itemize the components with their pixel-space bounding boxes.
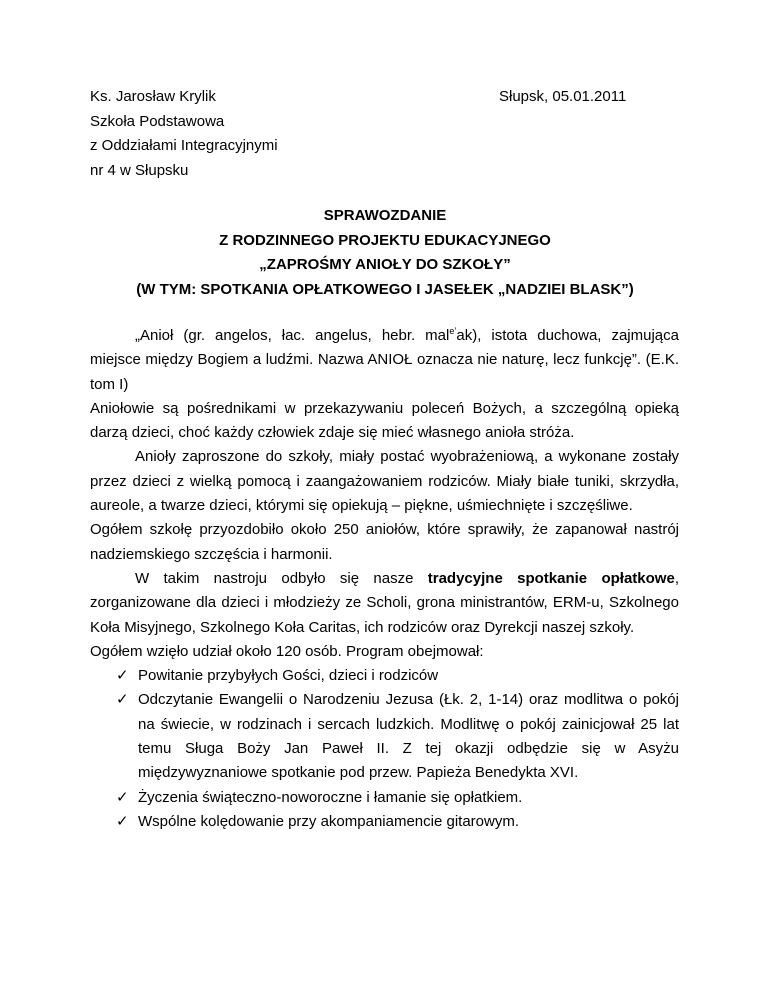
- meeting-text-start: W takim nastroju odbyło się nasze: [135, 569, 428, 587]
- checklist-item: [90, 688, 679, 785]
- checkmark-icon: ✓: [116, 691, 129, 709]
- quote-superscript: e’: [449, 326, 457, 336]
- program-checklist: [90, 664, 679, 834]
- meeting-text-end: , zorganizowane dla dzieci i młodzieży ze Scholi, grona ministrantów, ERM-u, Szkolnego Koła Misyjnego, Szkolnego Koła Caritas, ich rodziców oraz Dyrekcji naszej szkoły.: [90, 569, 679, 636]
- checkmark-icon: ✓: [116, 812, 129, 830]
- quote-text-start: „Anioł (gr. angelos, łac. angelus, hebr. mal: [135, 327, 450, 344]
- paragraph-angels-count: Ogółem szkołę przyozdobiło około 250 aniołów, które sprawiły, że zapanował nastrój nadziemskiego szczęścia i harmonii.: [90, 521, 679, 563]
- document-title: [90, 204, 680, 302]
- checklist-item-text: Życzenia świąteczno-noworoczne i łamanie się opłatkiem.: [138, 788, 523, 806]
- quote-text-end: ak), istota duchowa, zajmująca miejsce między Bogiem a ludźmi. Nazwa ANIOŁ oznacza nie naturę, lecz funkcję”. (E.K. tom I): [90, 327, 679, 393]
- author-block: [90, 85, 278, 183]
- school-location: nr 4 w Słupsku: [90, 161, 189, 179]
- paragraph-program-intro: Ogółem wzięło udział około 120 osób. Program obejmował:: [90, 642, 484, 660]
- checklist-item: [90, 810, 679, 834]
- place-date: Słupsk, 05.01.2011: [499, 88, 627, 105]
- checklist-item: [90, 786, 679, 810]
- school-name: Szkoła Podstawowa: [90, 112, 225, 130]
- paragraph-meeting: [90, 567, 679, 640]
- title-line-1: SPRAWOZDANIE: [323, 207, 447, 224]
- school-name-line-2: z Oddziałami Integracyjnymi: [90, 137, 278, 154]
- title-line-3: „ZAPROŚMY ANIOŁY DO SZKOŁY”: [259, 256, 511, 273]
- author-name: Ks. Jarosław Krylik: [90, 88, 216, 105]
- checklist-item-text: Powitanie przybyłych Gości, dzieci i rodziców: [138, 667, 439, 685]
- checklist-item-text: Wspólne kolędowanie przy akompaniamencie gitarowym.: [138, 812, 520, 830]
- checklist-item: [90, 664, 679, 688]
- checkmark-icon: ✓: [116, 788, 129, 806]
- title-line-2: Z RODZINNEGO PROJEKTU EDUKACYJNEGO: [219, 231, 551, 249]
- quote-paragraph: [90, 324, 679, 397]
- paragraph-angels-role: Aniołowie są pośrednikami w przekazywaniu poleceń Bożych, a szczególną opieką darzą dzieci, choć każdy człowiek zdaje się mieć własnego anioła stróża.: [90, 399, 679, 442]
- checkmark-icon: ✓: [116, 667, 129, 685]
- document-body: [90, 324, 679, 834]
- paragraph-angels-school: Anioły zaproszone do szkoły, miały postać wyobrażeniową, a wykonane zostały przez dzieci z wielką pomocą i zaangażowaniem rodziców. Miały białe tuniki, skrzydła, aureole, a twarze dzieci, którymi się opiekują – piękne, uśmiechnięte i szczęśliwe.: [90, 448, 679, 515]
- meeting-bold-phrase: tradycyjne spotkanie opłatkowe: [427, 569, 675, 587]
- title-line-4: (W TYM: SPOTKANIA OPŁATKOWEGO I JASEŁEK „NADZIEI BLASK”): [136, 280, 634, 298]
- checklist-item-text: Odczytanie Ewangelii o Narodzeniu Jezusa (Łk. 2, 1-14) oraz modlitwa o pokój na świecie, w rodzinach i sercach ludzkich. Modlitwę o pokój zainicjował 25 lat temu Sługa Boży Jan Paweł II. Z tej okazji odbędzie się w Asyżu międzywyznaniowe spotkanie pod przew. Papieża Benedykta XVI.: [138, 691, 679, 782]
